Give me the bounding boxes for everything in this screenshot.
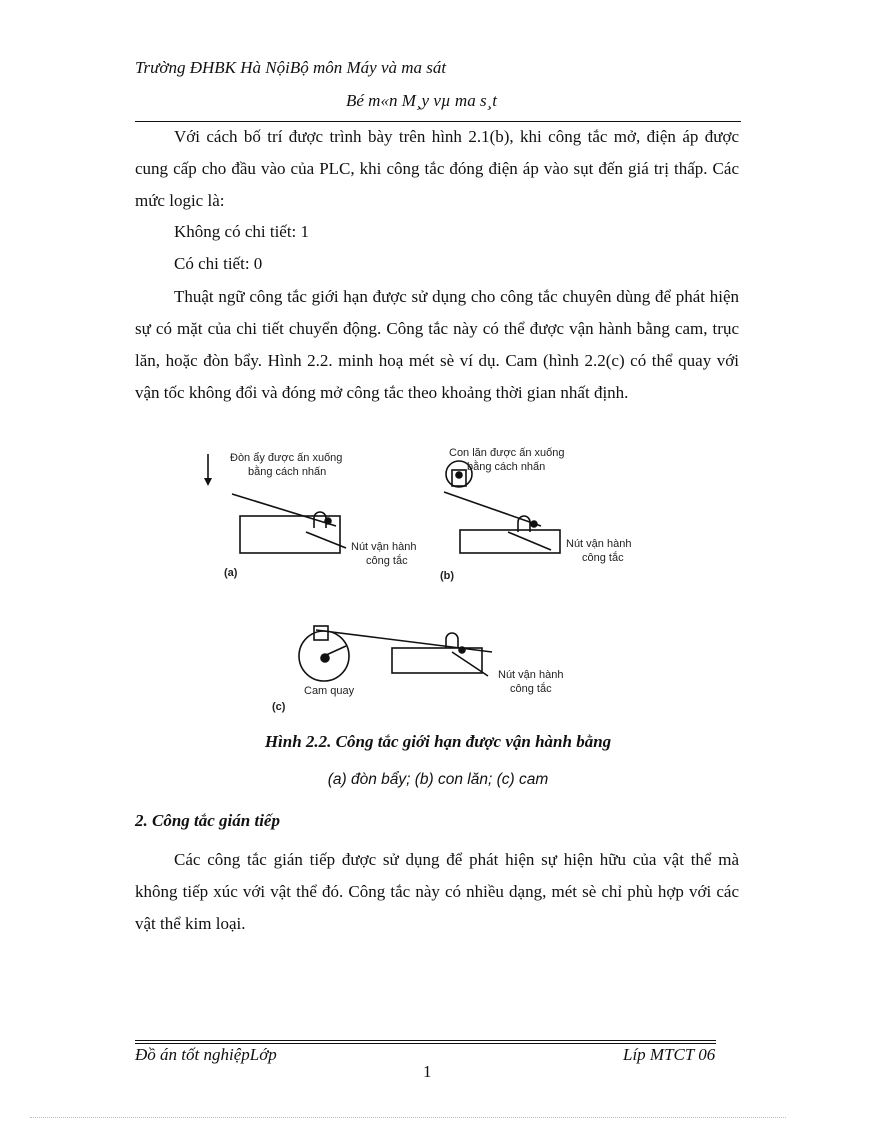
footer-divider-2 [135,1043,716,1044]
figure-b-button-1: Nút vận hành [566,538,632,550]
figure-limit-switches [196,444,632,716]
section-heading: 2. Công tắc gián tiếp [135,811,280,830]
paragraph-plc-wiring: Với cách bố trí được trình bày trên hình 2.1(b), khi công tắc mở, điện áp được cung cấp cho đầu vào của PLC, khi công tắc đóng điện áp vào sụt đến giá trị thấp. Các mức logic là: [135,127,739,210]
footer-left: Đồ án tốt nghiệpLớp [135,1045,277,1064]
figure-b-label-2: bằng cách nhấn [467,461,546,473]
figure-c-cam-label: Cam quay [304,685,355,697]
diagram-b-roller [444,461,560,553]
figure-a-button-1: Nút vận hành [351,541,417,553]
footer-right: Líp MTCT 06 [623,1045,716,1064]
page-edge-dots [30,1117,786,1118]
figure-a-button-2: công tắc [366,555,408,567]
logic-level-no-part: Không có chi tiết: 1 [174,222,310,241]
figure-c-button-1: Nút vận hành [498,669,564,681]
figure-a-label-1: Đòn ẩy được ấn xuống [230,452,343,464]
figure-subcaption: (a) đòn bẩy; (b) con lăn; (c) cam [327,771,549,788]
figure-a-label-2: bằng cách nhấn [248,466,327,478]
figure-c-tag: (c) [272,701,286,713]
paragraph-limit-switch: Thuật ngữ công tắc giới hạn được sử dụng cho công tắc chuyên dùng để phát hiện sự có mặt của chi tiết chuyển động. Công tắc này có thể được vận hành bằng cam, trục lăn, hoặc đòn bẩy. Hình 2.2. minh hoạ mét sè ví dụ. Cam (hình 2.2(c) có thể quay với vận tốc không đổi và đóng mở công tắc theo khoảng thời gian nhất định. [135,287,739,402]
footer-divider [135,1040,716,1041]
figure-a-tag: (a) [224,567,238,579]
figure-caption: Hình 2.2. Công tắc giới hạn được vận hành bằng [264,732,612,751]
paragraph-indirect-switch: Các công tắc gián tiếp được sử dụng để phát hiện sự hiện hữu của vật thể mà không tiếp xúc với vật thể đó. Công tắc này có nhiều dạng, mét sè chỉ phù hợp với các vật thể kim loại. [135,850,739,933]
diagram-c-cam [299,626,492,681]
figure-b-label-1: Con lăn được ấn xuống [449,447,565,459]
figure-b-tag: (b) [440,570,455,582]
page-number: 1 [423,1062,432,1081]
figure-b-button-2: công tắc [582,552,624,564]
header-department: Bé m«n M¸y vµ ma s¸t [346,91,497,110]
header-school: Trường ĐHBK Hà NộiBộ môn Máy và ma sát [135,58,447,77]
figure-c-button-2: công tắc [510,683,552,695]
logic-level-part: Có chi tiết: 0 [174,254,263,273]
